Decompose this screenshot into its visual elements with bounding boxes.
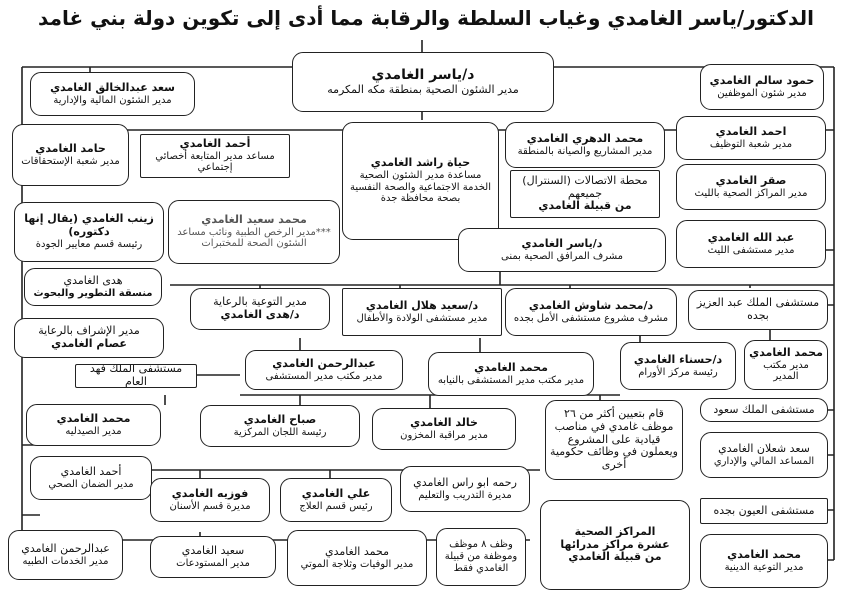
node-role: مدير شئون الموظفين [717,87,807,99]
node-ittisalat [510,170,660,218]
node-ali [280,478,392,522]
node-mohammed-dahri [505,122,665,168]
node-top-yasser [292,52,554,112]
node-role: رئيس قسم العلاج [299,500,373,512]
node-mohammed-niyaba [428,352,594,396]
node-role: مدير الوفيات وثلاجة الموتي [300,558,414,570]
node-role: مدير مستشفى الليث [707,244,795,256]
node-rahma [400,466,530,512]
node-mohammed-maktab [744,340,828,390]
node-name: حمود سالم الغامدي [709,73,815,87]
node-hasna [620,342,736,390]
node-name: د/حسناء الغامدي [633,352,723,366]
node-role: مدير المستودعات [176,557,250,569]
node-role: مدير الضمان الصحي [48,478,134,490]
node-mohammed-saydaliya [26,404,161,446]
node-name: مستشفى الملك سعود [713,402,815,416]
node-name: محمد الغامدي [749,345,823,359]
node-role: مديرة التدريب والتعليم [418,489,512,501]
node-name: أحمد الغامدي [179,136,251,150]
node-name: مستشفى الملك فهد العام [89,364,183,388]
node-taw3iya-riaya [190,288,330,330]
node-mohammed-saeed [168,200,340,264]
node-name: سعيد الغامدي [181,543,245,557]
node-name: صقر الغامدي [715,173,787,187]
node-name: فوزيه الغامدي [171,486,249,500]
node-role: مدير شعبة الإستحقاقات [21,155,120,167]
node-name: محمد الغامدي [727,547,801,561]
node-name: خالد الغامدي [410,415,478,429]
node-role: مدير شعبة التوظيف [709,138,793,150]
node-role: مدير مكتب مدير المستشفى [265,370,383,382]
node-ahmed-mutaba [140,134,290,178]
node-role: مدير مراقبة المخزون [400,429,488,441]
node-text: عشرة مراكز مدرائها [560,537,670,551]
node-text: من قبيلة الغامدي [568,550,662,564]
node-text: المراكز الصحية [574,524,656,538]
node-role: مدير الصيدليه [65,425,122,437]
node-text: محطة الاتصالات (السنترال) جميعهم [522,173,648,200]
node-name: رحمه ابو راس الغامدي [413,475,517,489]
node-saad-abdulkhaliq [30,72,195,116]
node-saad-shaalan [700,432,828,478]
node-mohammed-wafayat [287,530,427,586]
node-role: رئيسة قسم معايير الجودة [35,239,143,251]
node-role: ***مدير الرخص الطبية ونائب مساعد الشئون الصحة للمختبرات [177,226,331,250]
node-text: وظف ٨ موظف وموظفة من قبيلة الغامدي فقط [444,539,518,574]
node-role: منسقة التطوير والبحوث [33,287,153,299]
node-role: مساعد مدير المتابعة أخصائي إجتماعي [155,150,275,174]
node-name: محمد الدهري الغامدي [526,131,644,145]
node-name: احمد الغامدي [715,124,787,138]
node-abdullah [676,220,826,268]
node-saeed-mustawda3at [150,536,276,578]
node-name: سعد عبدالخالق الغامدي [50,80,175,94]
node-saeed-hilal [342,288,502,336]
node-role: مدير مكتب المدير [763,359,809,383]
node-name: مستشفى الملك عبد العزيز [696,296,820,310]
node-king-saud [700,398,828,422]
node-text: قام بتعيين أكثر من ٢٦ موظف غامدي في مناصب قيادية على المشروع ويعملون في وظائف حكومية أخرى [550,406,678,472]
node-name: د/ياسر الغامدي [521,236,603,250]
node-text: من قبيلة الغامدي [538,199,632,213]
node-role: مدير الشئون الصحية بمنطقة مكه المكرمه [327,82,519,96]
node-note-26 [545,400,683,480]
node-name: زينب الغامدي (يقال إنها دكتوره) [24,212,154,239]
node-ahmed-tawzif [676,116,826,160]
node-isam [14,318,164,358]
node-name: محمد الغامدي [56,411,131,425]
node-abdulrahman-maktab [245,350,403,390]
node-role: مدير الخدمات الطبيه [22,555,109,567]
node-fawzia [150,478,270,522]
node-sabah [200,405,360,447]
node-role: مديرة قسم الأسنان [169,500,251,512]
node-huda-tatwir [24,268,162,306]
node-role: مدير التوعية الدينية [724,561,804,573]
node-name: صباح الغامدي [243,412,317,426]
node-name: أحمد الغامدي [60,464,122,478]
node-eye-hospital [700,498,828,524]
node-khaled [372,408,516,450]
node-role: رئيسة مركز الأورام [638,366,718,378]
node-name: د/سعيد هلال الغامدي [365,298,479,312]
node-name: مستشفى العيون بجده [713,503,815,517]
node-marakiz [540,500,690,590]
node-hamed [12,124,129,186]
node-hamoud [700,64,824,110]
node-wazaif-8 [436,528,526,586]
node-name: د/ياسر الغامدي [371,67,475,84]
node-name: عبدالرحمن الغامدي [272,356,376,370]
node-name: حياة راشد الغامدي [370,155,471,169]
node-king-fahd [75,364,197,388]
node-role: مدير مكتب مدير المستشفى بالنيابه [437,374,585,386]
node-role: مدير الشئون المالية والإدارية [53,94,172,106]
node-role: بجده [747,309,769,322]
node-yasser-marafiq [458,228,666,272]
node-role: مدير المراكز الصحية بالليث [694,187,808,199]
node-name: مدير الإشراف بالرعاية [38,324,140,338]
node-abdulrahman-khadamat [8,530,123,580]
node-role: المساعد المالي والإداري [713,455,815,467]
node-name: حامد الغامدي [35,141,106,155]
node-role: عصام الغامدي [51,337,127,350]
node-role: مشرف المرافق الصحية بمنى [501,250,623,262]
node-name: محمد الغامدي [474,360,548,374]
chart-title: الدكتور/ياسر الغامدي وغياب السلطة والرقابة مما أدى إلى تكوين دولة بني غامد [38,6,814,30]
node-role: مدير مستشفى الولادة والأطفال [356,312,488,324]
node-name: هدى الغامدي [63,273,123,287]
node-name: محمد سعيد الغامدي [201,212,307,226]
node-role: مشرف مشروع مستشفى الأمل بجده [513,312,669,324]
node-name: محمد الغامدي [325,544,389,558]
node-name: عبد الله الغامدي [707,230,795,244]
node-name: علي الغامدي [301,486,371,500]
node-role: د/هدى الغامدي [220,308,300,321]
node-name: د/محمد شاوش الغامدي [528,298,654,312]
node-role: مساعدة مدير الشئون الصحية الخدمة الاجتماعية والصحة النفسية بصحة محافظة جدة [350,169,491,205]
node-saqr [676,164,826,210]
node-name: مدير التوعية بالرعاية [213,295,307,309]
node-name: سعد شعلان الغامدي [718,441,810,455]
node-name: عبدالرحمن الغامدي [21,541,110,555]
node-zainab [14,202,164,262]
node-hayat [342,122,499,240]
node-mohammed-taw3iya [700,534,828,588]
node-ahmed-daman [30,456,152,500]
node-king-abdulaziz [688,290,828,330]
node-role: مدير المشاريع والصيانة بالمنطقة [517,145,653,157]
node-mohammed-shawish [505,288,677,336]
node-role: رئيسة اللجان المركزية [233,426,327,438]
